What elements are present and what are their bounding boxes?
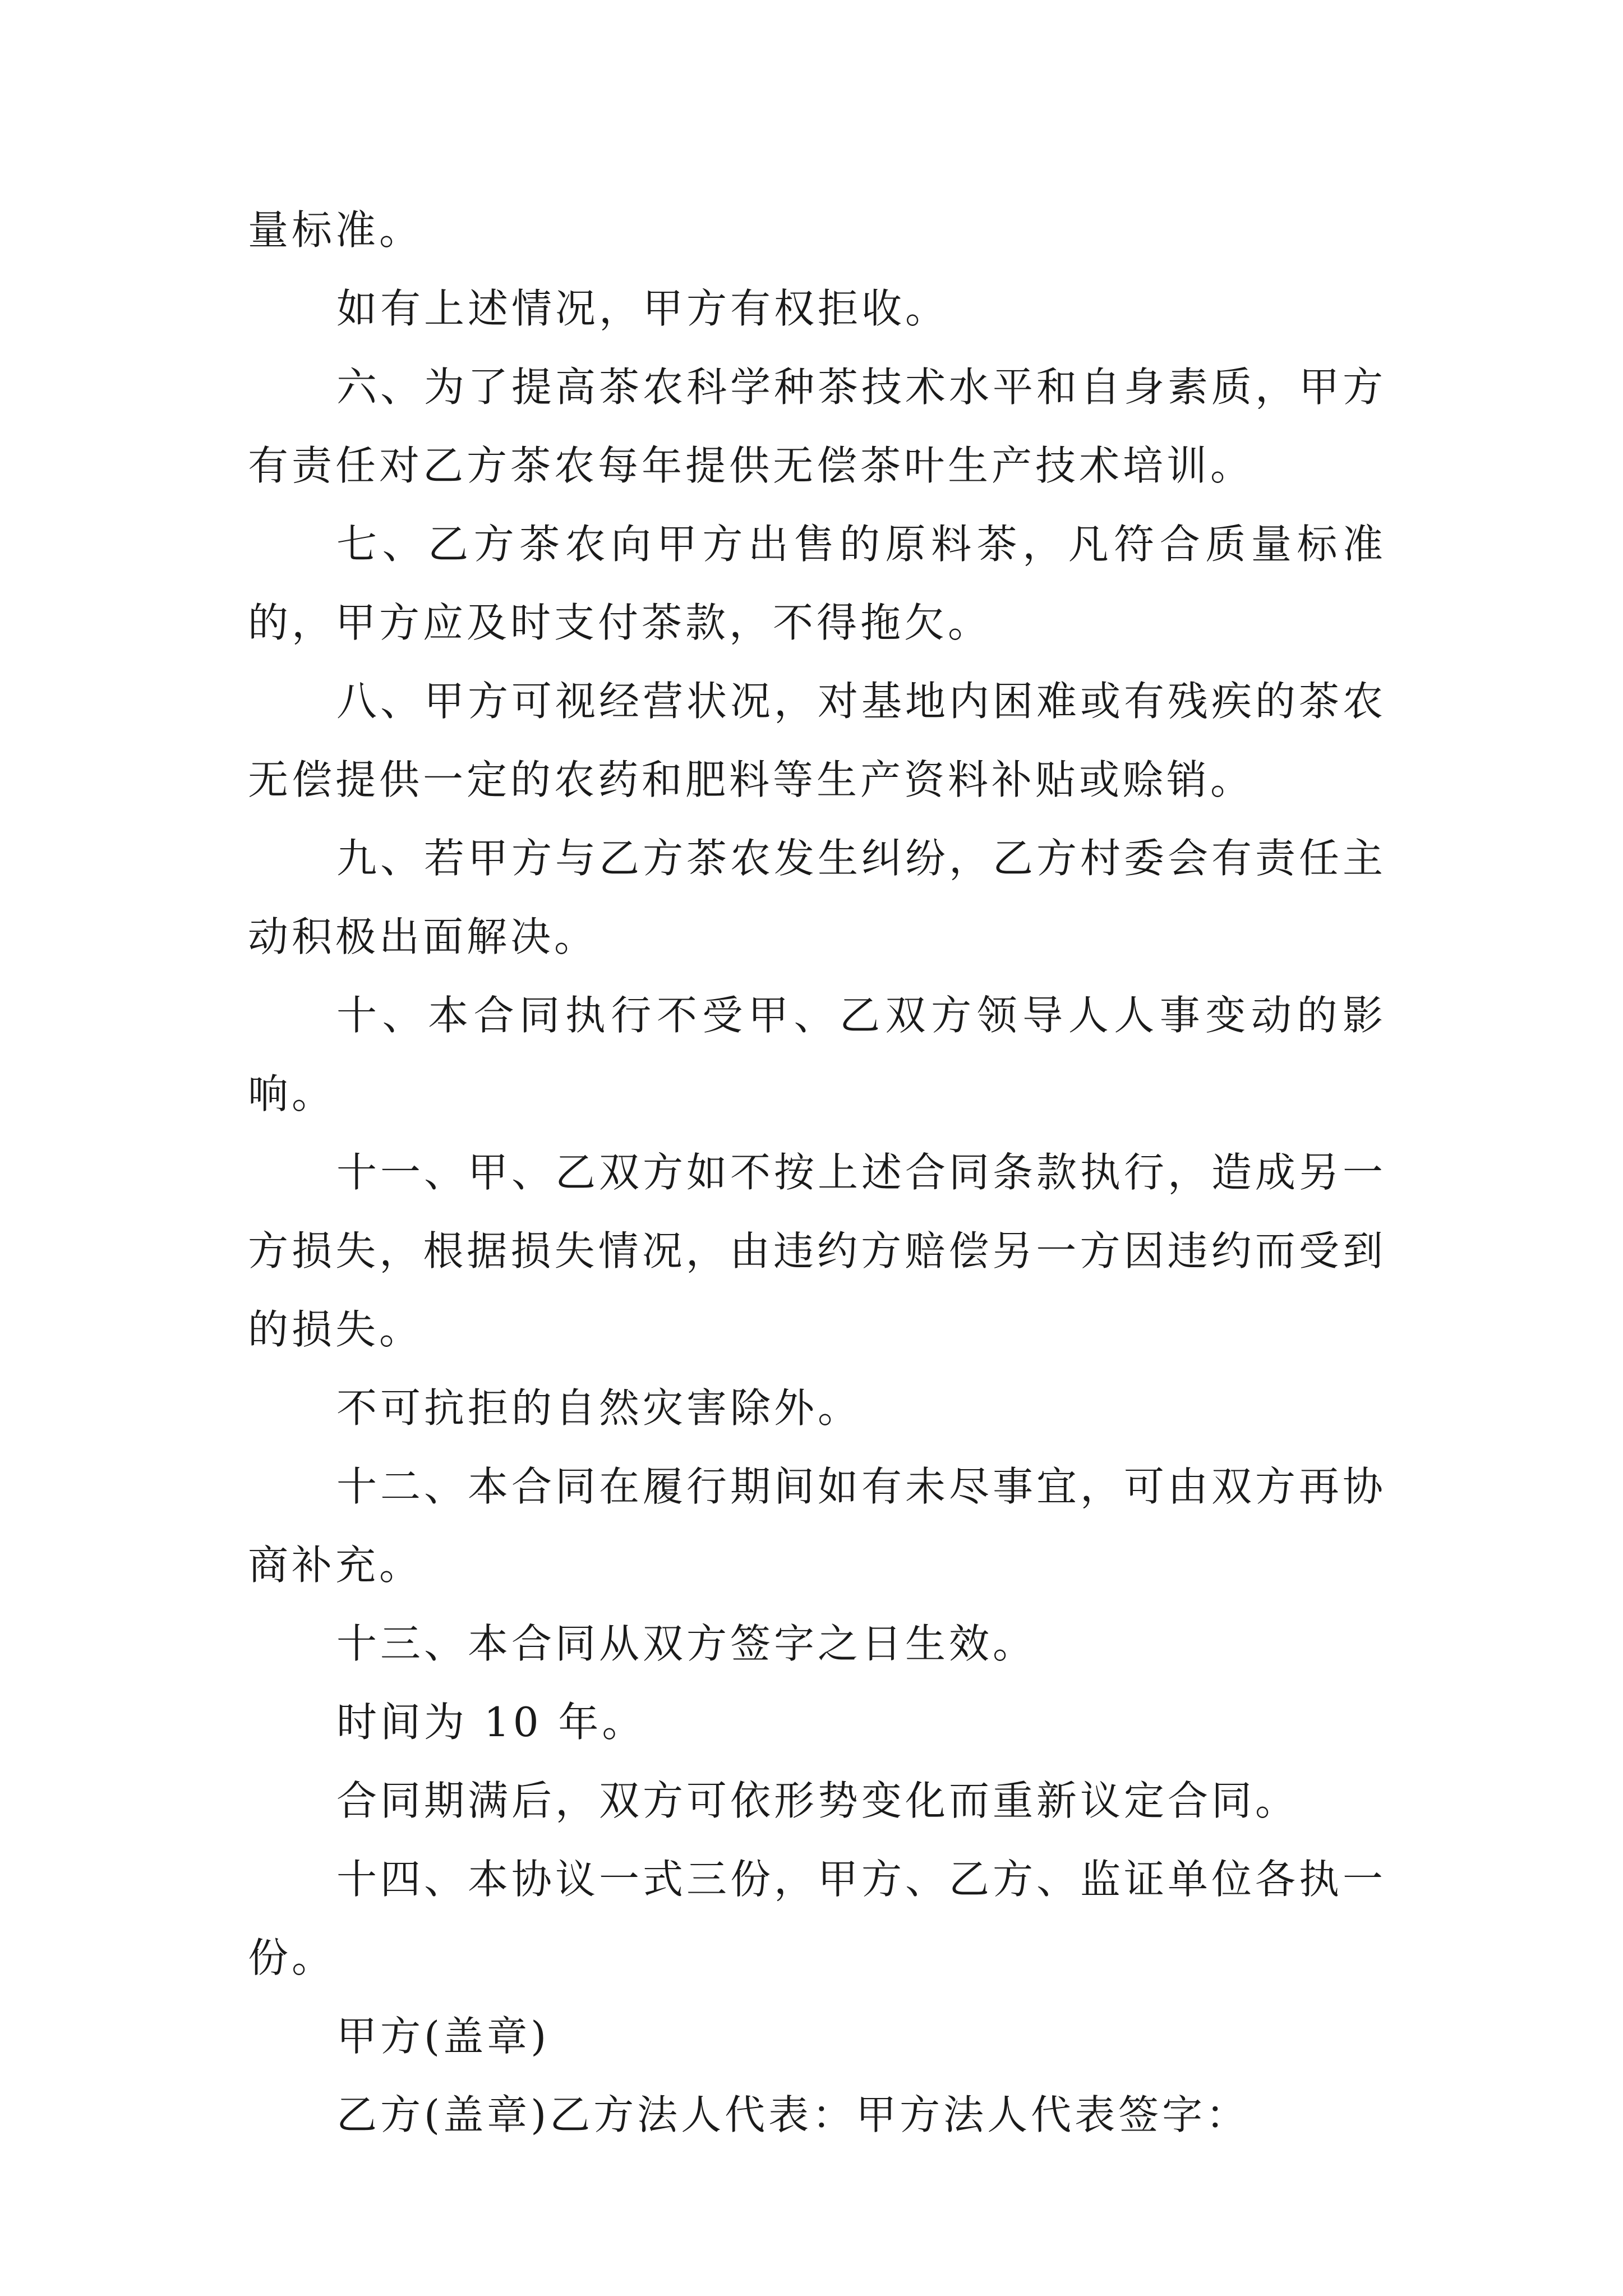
- paragraph-clause-13: 十三、本合同从双方签字之日生效。: [336, 1620, 1037, 1667]
- paragraph-clause-6: 六、为了提高茶农科学种茶技术水平和自身素质，甲方有责任对乙方茶农每年提供无偿茶叶生产技术培训。: [248, 364, 1387, 489]
- paragraph-clause-11: 十一、甲、乙双方如不按上述合同条款执行，造成另一方损失，根据损失情况，由违约方赔偿另一方因违约而受到的损失。: [248, 1149, 1387, 1353]
- paragraph-right-to-reject: 如有上述情况，甲方有权拒收。: [336, 285, 949, 332]
- paragraph-clause-14: 十四、本协议一式三份，甲方、乙方、监证单位各执一份。: [248, 1856, 1387, 1981]
- party-a-seal-line: 甲方(盖章): [336, 2013, 550, 2060]
- signature-line: 乙方(盖章)乙方法人代表：甲方法人代表签字：: [336, 2091, 1250, 2138]
- contract-body: [248, 191, 1386, 2154]
- paragraph-clause-9: 九、若甲方与乙方茶农发生纠纷，乙方村委会有责任主动积极出面解决。: [248, 835, 1387, 960]
- paragraph-renewal: 合同期满后，双方可依形势变化而重新议定合同。: [336, 1777, 1299, 1824]
- paragraph-clause-7: 七、乙方茶农向甲方出售的原料茶，凡符合质量标准的，甲方应及时支付茶款，不得拖欠。: [248, 521, 1386, 646]
- paragraph-clause-10: 十、本合同执行不受甲、乙双方领导人人事变动的影响。: [248, 992, 1386, 1117]
- paragraph-force-majeure: 不可抗拒的自然灾害除外。: [336, 1384, 862, 1432]
- paragraph-term-duration: 时间为 10 年。: [336, 1699, 646, 1746]
- paragraph-clause-12: 十二、本合同在履行期间如有未尽事宜，可由双方再协商补充。: [248, 1463, 1387, 1589]
- paragraph-clause-8: 八、甲方可视经营状况，对基地内困难或有残疾的茶农无偿提供一定的农药和肥料等生产资料补贴或赊销。: [248, 678, 1387, 803]
- paragraph-quality-standard-continuation: 量标准。: [248, 206, 423, 254]
